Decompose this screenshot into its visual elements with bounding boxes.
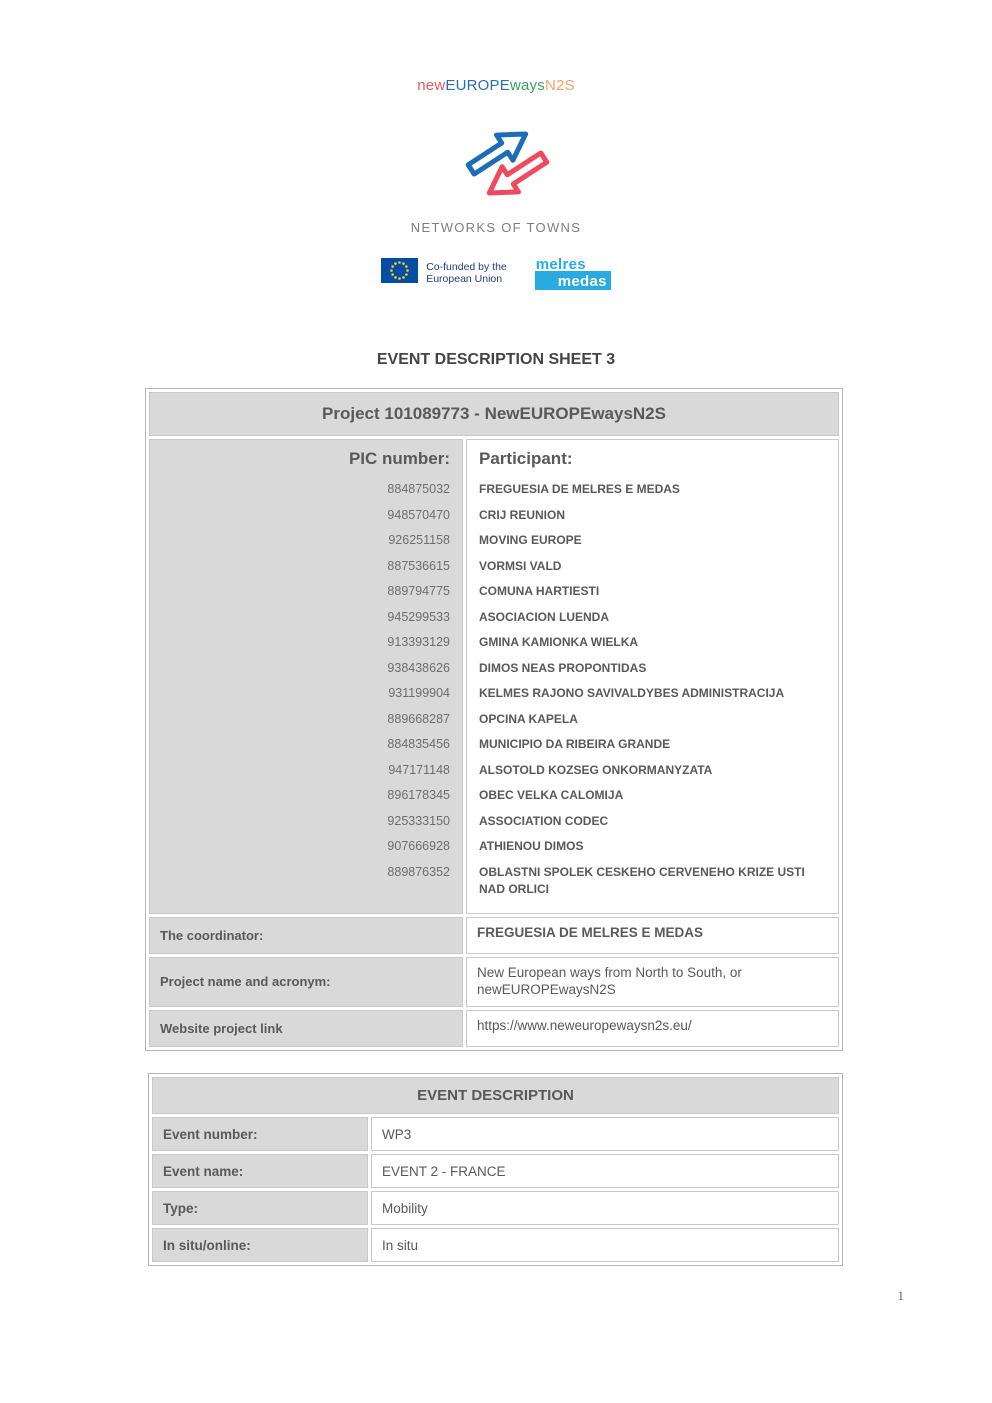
participant-name: ASSOCIATION CODEC [479, 813, 609, 828]
eu-cofunded-line2: European Union [426, 273, 503, 285]
pic-number-header: PIC number: [348, 449, 450, 468]
participant-name: DIMOS NEAS PROPONTIDAS [479, 660, 647, 675]
participant-name: MOVING EUROPE [479, 533, 582, 547]
pic-number: 907666928 [387, 839, 450, 853]
brand-wordmark [0, 77, 992, 94]
pic-number: 889668287 [387, 711, 450, 726]
event-number-label: Event number: [152, 1117, 368, 1151]
page-title: EVENT DESCRIPTION SHEET 3 [376, 351, 616, 368]
pic-number: 913393129 [387, 635, 450, 649]
pic-number: 887536615 [387, 558, 450, 573]
pic-number: 889876352 [387, 864, 450, 879]
event-type-value: Mobility [371, 1191, 839, 1225]
event-description-table [148, 1073, 843, 1266]
participant-name: ATHIENOU DIMOS [479, 839, 584, 853]
participant-name: COMUNA HARTIESTI [479, 584, 600, 598]
project-name-value: New European ways from North to South, or newEUROPEwaysN2S [466, 957, 839, 1007]
pic-number: 925333150 [387, 813, 450, 828]
participant-list [467, 474, 838, 913]
pic-number: 896178345 [387, 788, 450, 802]
participant-name: FREGUESIA DE MELRES E MEDAS [479, 482, 680, 496]
brand-part-n2s: N2S [544, 77, 575, 94]
page-number: 1 [897, 1288, 904, 1303]
melres-logo-top: melres [535, 258, 611, 274]
pic-number: 889794775 [387, 584, 450, 598]
pic-number: 884835456 [387, 737, 450, 751]
pic-number: 947171148 [388, 762, 450, 777]
pic-number-column [149, 439, 463, 914]
melres-medas-logo [535, 258, 611, 290]
project-table-header: Project 101089773 - NewEUROPEwaysN2S [149, 392, 839, 436]
participant-name: CRIJ REUNION [479, 507, 566, 522]
crossed-arrows-icon [459, 117, 559, 227]
participant-name: GMINA KAMIONKA WIELKA [479, 635, 639, 649]
event-name-label: Event name: [152, 1154, 368, 1188]
pic-number: 938438626 [387, 660, 450, 675]
participant-name: OBEC VELKA CALOMIJA [479, 788, 624, 802]
website-link-label: Website project link [149, 1010, 463, 1047]
event-table-header: EVENT DESCRIPTION [152, 1077, 839, 1114]
pic-number: 931199904 [388, 686, 450, 700]
pic-number-list [150, 474, 462, 895]
melres-logo-bottom: medas [535, 274, 611, 290]
project-table [145, 388, 843, 1051]
eu-cofunded-line1: Co-funded by the [426, 261, 507, 273]
pic-number: 884875032 [387, 482, 450, 496]
pic-number: 926251158 [388, 533, 450, 547]
pic-number: 945299533 [387, 609, 450, 624]
coordinator-label: The coordinator: [149, 917, 463, 954]
eu-flag-icon [381, 258, 418, 288]
eu-cofunded-badge [381, 258, 507, 288]
networks-of-towns-label: NETWORKS OF TOWNS [410, 220, 582, 235]
participant-name: OPCINA KAPELA [479, 711, 578, 726]
website-link-value: https://www.neweuropewaysn2s.eu/ [466, 1010, 839, 1047]
participant-name: VORMSI VALD [479, 558, 562, 573]
coordinator-value: FREGUESIA DE MELRES E MEDAS [466, 917, 839, 954]
participant-column [466, 439, 839, 914]
eu-cofunded-text [426, 261, 507, 285]
participant-name: OBLASTNI SPOLEK CESKEHO CERVENEHO KRIZE USTI NAD ORLICI [479, 864, 805, 896]
event-type-label: Type: [152, 1191, 368, 1225]
brand-part-ways: ways [509, 77, 545, 94]
participant-name: ASOCIACION LUENDA [479, 609, 610, 624]
insitu-online-label: In situ/online: [152, 1228, 368, 1262]
brand-part-europe: EUROPE [445, 77, 510, 94]
participant-header: Participant: [479, 449, 573, 468]
project-name-label: Project name and acronym: [149, 957, 463, 1007]
participant-name: KELMES RAJONO SAVIVALDYBES ADMINISTRACIJA [479, 686, 785, 700]
pic-number: 948570470 [387, 507, 450, 522]
participant-name: ALSOTOLD KOZSEG ONKORMANYZATA [479, 762, 713, 777]
participant-name: MUNICIPIO DA RIBEIRA GRANDE [479, 737, 671, 751]
event-name-value: EVENT 2 - FRANCE [371, 1154, 839, 1188]
event-number-value: WP3 [371, 1117, 839, 1151]
badges-row [0, 258, 992, 290]
brand-part-new: new [417, 77, 446, 94]
insitu-online-value: In situ [371, 1228, 839, 1262]
